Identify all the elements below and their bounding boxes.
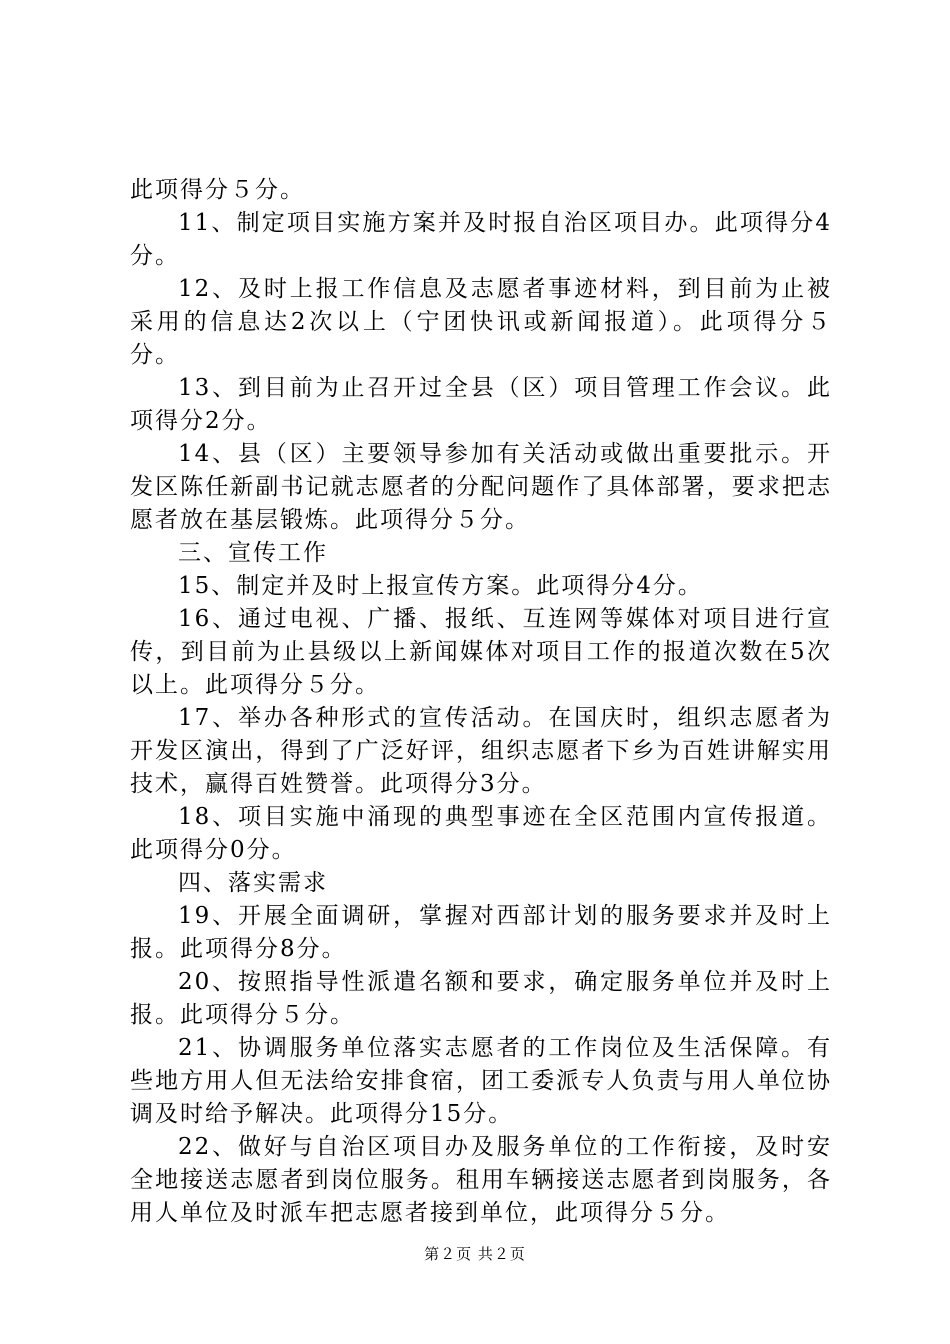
document-body [130,174,832,1230]
paragraph-item-19: 19、开展全面调研，掌握对西部计划的服务要求并及时上报。此项得分8分。 [130,903,832,962]
section-heading-publicity: 三、宣传工作 [178,540,328,566]
paragraph-score-intro: 此项得分５分。 [130,177,305,203]
paragraph-item-15: 15、制定并及时上报宣传方案。此项得分4分。 [178,573,703,599]
paragraph-item-18: 18、项目实施中涌现的典型事迹在全区范围内宣传报道。此项得分0分。 [130,804,832,863]
paragraph-item-22: 22、做好与自治区项目办及服务单位的工作衔接，及时安全地接送志愿者到岗位服务。租用车辆接送志愿者到岗服务，各用人单位及时派车把志愿者接到单位，此项得分５分。 [130,1134,832,1226]
paragraph-item-20: 20、按照指导性派遣名额和要求，确定服务单位并及时上报。此项得分５分。 [130,969,832,1028]
paragraph-item-12: 12、及时上报工作信息及志愿者事迹材料，到目前为止被采用的信息达2次以上（宁团快讯或新闻报道）。此项得分５分。 [130,276,832,368]
paragraph-item-17: 17、举办各种形式的宣传活动。在国庆时，组织志愿者为开发区演出，得到了广泛好评，组织志愿者下乡为百姓讲解实用技术，赢得百姓赞誉。此项得分3分。 [130,705,832,797]
paragraph-item-16: 16、通过电视、广播、报纸、互连网等媒体对项目进行宣传，到目前为止县级以上新闻媒体对项目工作的报道次数在5次以上。此项得分５分。 [130,606,832,698]
page-footer: 第２页 共２页 [424,1245,526,1263]
paragraph-item-14: 14、县（区）主要领导参加有关活动或做出重要批示。开发区陈任新副书记就志愿者的分配问题作了具体部署，要求把志愿者放在基层锻炼。此项得分５分。 [130,441,832,533]
section-heading-requirements: 四、落实需求 [178,870,328,896]
paragraph-item-11: 11、制定项目实施方案并及时报自治区项目办。此项得分4分。 [130,210,832,269]
paragraph-item-21: 21、协调服务单位落实志愿者的工作岗位及生活保障。有些地方用人但无法给安排食宿，团工委派专人负责与用人单位协调及时给予解决。此项得分15分。 [130,1035,832,1127]
paragraph-item-13: 13、到目前为止召开过全县（区）项目管理工作会议。此项得分2分。 [130,375,832,434]
